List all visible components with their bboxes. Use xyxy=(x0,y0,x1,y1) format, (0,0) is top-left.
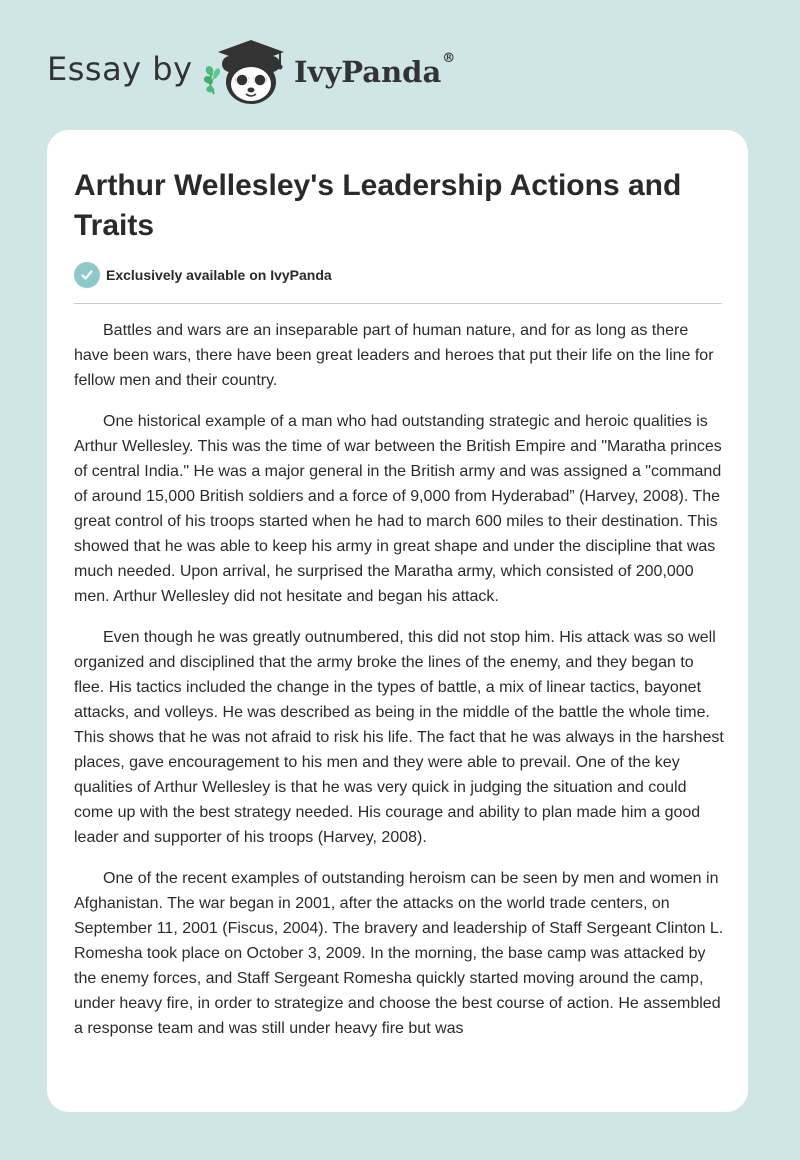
essay-title: Arthur Wellesley's Leadership Actions and Traits xyxy=(74,169,682,242)
check-icon xyxy=(74,262,100,288)
paragraph-4: One of the recent examples of outstanding heroism can be seen by men and women in Afghanistan. The war began in 2001, after the attacks on the world trade centers, on September 11, 2001 (Fiscus, 2004). The bravery and leadership of Staff Sergeant Clinton L. Romesha took place on October 3, 2009. In the morning, the base camp was attacked by the enemy forces, and Staff Sergeant Romesha quickly started moving around the camp, under heavy fire, in order to strategize and choose the best course of action. He assembled a response team and was still under heavy fire but was xyxy=(74,870,724,1037)
brand-name[interactable] xyxy=(294,51,456,89)
exclusive-badge-text: Exclusively available on IvyPanda xyxy=(106,267,332,283)
divider xyxy=(74,303,722,304)
brand-name-text: IvyPanda xyxy=(294,55,442,89)
registered-mark: ® xyxy=(442,51,456,66)
site-header xyxy=(0,0,800,130)
paragraph-2: One historical example of a man who had outstanding strategic and heroic qualities is Arthur Wellesley. This was the time of war between the British Empire and "Maratha princes of central India." He was a major general in the British army and was assigned a "command of around 15,000 British soldiers and a force of 9,000 from Hyderabad” (Harvey, 2008). The great control of his troops started when he had to march 600 miles to their destination. This showed that he was able to keep his army in great shape and under the discipline that was much needed. Upon arrival, he surprised the Maratha army, which consisted of 200,000 men. Arthur Wellesley did not hesitate and began his attack. xyxy=(74,413,722,605)
paragraph-3: Even though he was greatly outnumbered, this did not stop him. His attack was so well organized and disciplined that the army broke the lines of the enemy, and they began to flee. His tactics included the change in the types of battle, a mix of linear tactics, bayonet attacks, and volleys. He was described as being in the middle of the battle the whole time. This shows that he was not afraid to risk his life. The fact that he was always in the harshest places, gave encouragement to his men and they were able to prevail. One of the key qualities of Arthur Wellesley is that he was very quick in judging the situation and could come up with the best strategy needed. His courage and ability to plan made him a good leader and supporter of his troops (Harvey, 2008). xyxy=(74,629,724,846)
paragraph-1: Battles and wars are an inseparable part of human nature, and for as long as there have been wars, there have been great leaders and heroes that put their life on the line for fellow men and their country. xyxy=(74,322,714,389)
essay-body xyxy=(74,318,724,1057)
brand-prefix: Essay by xyxy=(47,50,193,88)
exclusive-badge xyxy=(74,262,332,288)
essay-card xyxy=(47,130,748,1112)
panda-graduate-icon[interactable] xyxy=(200,36,292,108)
